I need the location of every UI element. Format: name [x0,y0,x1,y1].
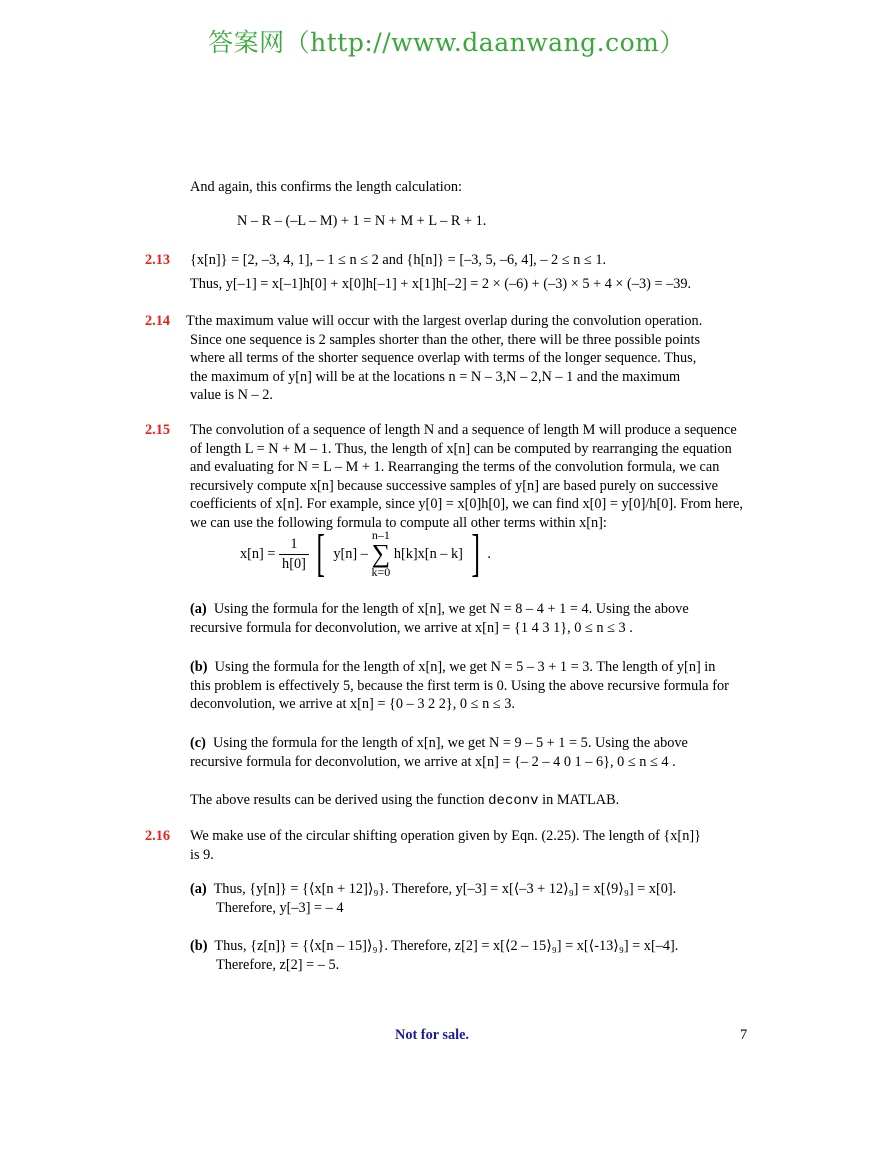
part-text: Using the formula for the length of x[n], we get N = 5 – 3 + 1 = 3. The length of y[n] in [214,659,716,675]
part-label: (c) [190,735,206,751]
problem-number-2-15: 2.15 [145,422,171,438]
problem-2-16 [190,827,790,864]
part-2-16-a [190,880,790,917]
problem-number-2-16: 2.16 [145,828,171,844]
formula-inner: y[n] – [333,545,368,562]
summation [371,529,390,579]
part-text: Therefore, z[2] = – 5. [216,956,340,973]
intro-equation: N – R – (–L – M) + 1 = N + M + L – R + 1. [237,213,487,229]
part-text: Using the formula for the length of x[n], we get N = 8 – 4 + 1 = 4. Using the above [213,601,689,617]
part-text: deconvolution, we arrive at x[n] = {0 – 3 2 2}, 0 ≤ n ≤ 3. [190,696,515,712]
formula-lhs: x[n] = [240,545,276,562]
part-text: Thus, {z[n]} = {⟨x[n – 15]⟩₉}. Therefore, z[2] = x[⟨2 – 15⟩₉] = x[⟨-13⟩₉] = x[–4]. [214,938,679,954]
code-deconv: deconv [488,793,539,809]
part-2-16-b [190,937,790,974]
part-text: this problem is effectively 5, because the first term is 0. Using the above recursive formula for [190,677,729,694]
footer-note: Not for sale. [395,1027,469,1043]
intro-text: And again, this confirms the length calculation: [190,179,462,195]
formula-numerator: 1 [279,535,309,555]
problem-2-13-line: Thus, y[–1] = x[–1]h[0] + x[0]h[–1] + x[1]h[–2] = 2 × (–6) + (–3) × 5 + 4 × (–3) = –39. [190,275,692,292]
problem-2-15-line: we can use the following formula to compute all other terms within x[n]: [190,514,607,531]
problem-2-15-line: recursively compute x[n] because successive samples of y[n] are based purely on successive [190,477,718,494]
sigma-icon: ∑ [371,539,391,568]
part-text: Using the formula for the length of x[n], we get N = 9 – 5 + 1 = 5. Using the above [213,735,688,751]
problem-2-15-line: and evaluating for N = L – M + 1. Rearranging the terms of the convolution formula, we can [190,459,720,475]
remark-text: in MATLAB. [538,792,620,808]
matlab-remark [190,791,790,810]
problem-2-13 [190,251,790,293]
problem-2-15 [190,421,790,532]
part-text: recursive formula for deconvolution, we arrive at x[n] = {1 4 3 1}, 0 ≤ n ≤ 3 . [190,619,633,636]
problem-2-15-line: coefficients of x[n]. For example, since y[0] = x[0]h[0], we can find x[0] = y[0]/h[0]. From here, [190,496,744,512]
part-text: Therefore, y[–3] = – 4 [216,899,344,916]
part-label: (a) [190,601,207,617]
part-label: (b) [190,659,208,675]
problem-2-14-line: where all terms of the shorter sequence overlap with terms of the longer sequence. Thus, [190,350,697,366]
formula-end: . [487,545,491,562]
remark-text: The above results can be derived using the function [190,792,489,808]
problem-number-2-13: 2.13 [145,252,171,268]
problem-2-14-line: Tthe maximum value will occur with the largest overlap during the convolution operation. [186,313,703,329]
formula-fraction [279,535,309,573]
problem-2-15-line: The convolution of a sequence of length N and a sequence of length M will produce a sequence [190,422,737,438]
part-label: (b) [190,938,208,954]
sum-lower-limit: k=0 [371,565,391,579]
right-bracket: ] [470,525,480,582]
problem-2-14-line: Since one sequence is 2 samples shorter than the other, there will be three possible points [190,331,701,348]
formula-sum-body: h[k]x[n – k] [393,545,463,562]
problem-2-14-line: the maximum of y[n] will be at the locations n = N – 3,N – 2,N – 1 and the maximum [190,368,681,385]
part-text: recursive formula for deconvolution, we arrive at x[n] = {– 2 – 4 0 1 – 6}, 0 ≤ n ≤ 4 . [190,753,676,770]
part-2-15-c [190,734,790,771]
problem-2-16-line: We make use of the circular shifting operation given by Eqn. (2.25). The length of {x[n]} [190,828,701,844]
part-text: Thus, {y[n]} = {⟨x[n + 12]⟩₉}. Therefore, y[–3] = x[⟨–3 + 12⟩₉] = x[⟨9⟩₉] = x[0]. [213,881,677,897]
part-2-15-b [190,658,790,714]
problem-2-13-line: {x[n]} = [2, –3, 4, 1], – 1 ≤ n ≤ 2 and {h[n]} = [–3, 5, –6, 4], – 2 ≤ n ≤ 1. [190,252,607,268]
problem-2-14 [186,312,796,405]
sum-upper-limit: n–1 [371,528,390,542]
left-bracket: [ [316,525,326,582]
problem-2-16-line: is 9. [190,846,214,863]
page-number: 7 [740,1027,748,1043]
problem-2-15-line: of length L = N + M – 1. Thus, the length of x[n] can be computed by rearranging the equation [190,440,732,457]
deconvolution-formula [240,525,491,582]
problem-number-2-14: 2.14 [145,313,171,329]
part-label: (a) [190,881,207,897]
problem-2-14-line: value is N – 2. [190,387,273,403]
watermark: 答案网（http://www.daanwang.com） [208,28,685,57]
formula-denominator: h[0] [282,555,306,572]
part-2-15-a [190,600,790,637]
